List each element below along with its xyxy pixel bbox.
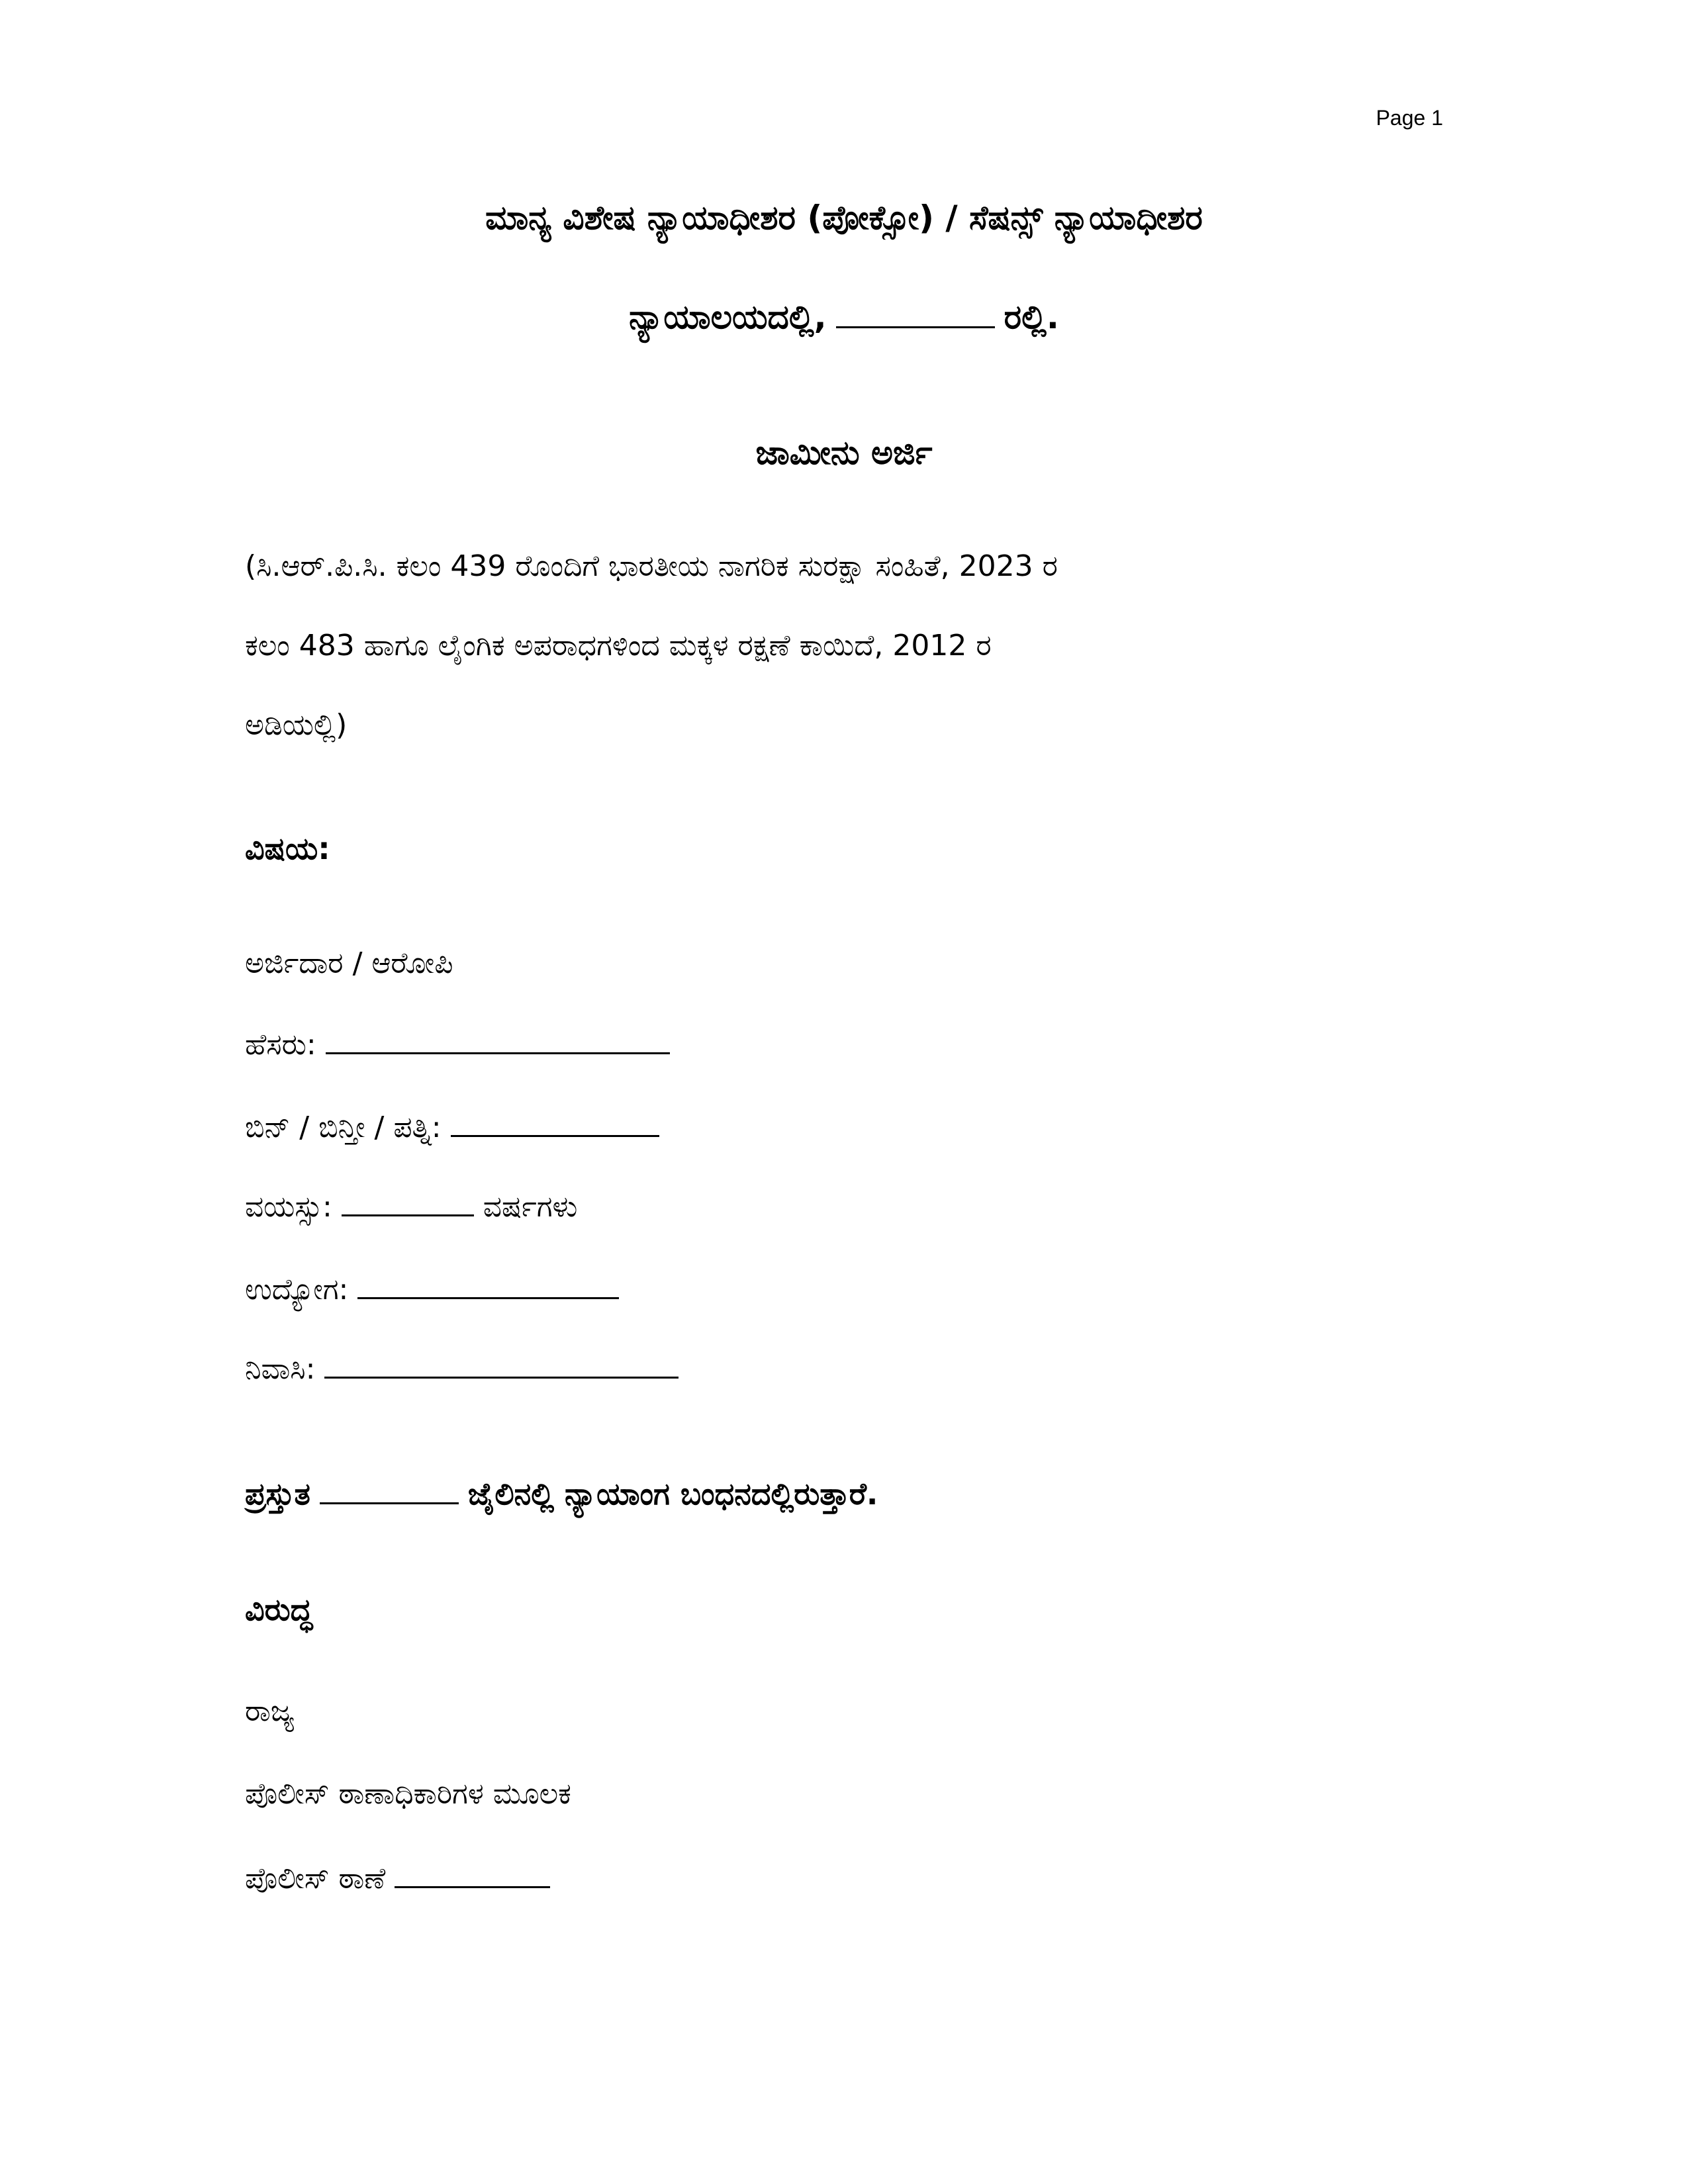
police-station-label: ಪೊಲೀಸ್ ಠಾಣೆ bbox=[245, 1862, 386, 1895]
page-number: Page 1 bbox=[1376, 106, 1443, 130]
respondent-state: ರಾಜ್ಯ bbox=[245, 1694, 295, 1728]
applicant-name-row bbox=[245, 1026, 679, 1062]
residence-blank[interactable] bbox=[324, 1350, 679, 1379]
legal-basis-line-1: (ಸಿ.ಆರ್.ಪಿ.ಸಿ. ಕಲಂ 439 ರೊಂದಿಗೆ ಭಾರತೀಯ ನಾಗರಿಕ ಸುರಕ್ಷಾ ಸಂಹಿತೆ, 2023 ರ bbox=[245, 549, 1058, 583]
court-heading-suffix: ರಲ್ಲಿ. bbox=[1004, 298, 1059, 336]
police-station-blank[interactable] bbox=[395, 1860, 550, 1888]
applicant-role: ಅರ್ಜಿದಾರ / ಆರೋಪಿ bbox=[245, 946, 453, 980]
legal-basis-line-2: ಕಲಂ 483 ಹಾಗೂ ಲೈಂಗಿಕ ಅಪರಾಧಗಳಿಂದ ಮಕ್ಕಳ ರಕ್ಷಣೆ ಕಾಯಿದೆ, 2012 ರ bbox=[245, 629, 992, 662]
name-label: ಹೆಸರು: bbox=[245, 1028, 316, 1062]
applicant-occupation-row bbox=[245, 1271, 628, 1306]
applicant-residence-row bbox=[245, 1350, 688, 1386]
relation-blank[interactable] bbox=[451, 1109, 659, 1137]
subject-label: ವಿಷಯ: bbox=[245, 831, 330, 866]
custody-statement bbox=[245, 1476, 878, 1513]
court-heading-line-1: ಮಾನ್ಯ ವಿಶೇಷ ನ್ಯಾಯಾಧೀಶರ (ಪೋಕ್ಸೋ) / ಸೆಷನ್ಸ್ ನ್ಯಾಯಾಧೀಶರ bbox=[485, 199, 1203, 237]
custody-suffix: ಜೈಲಿನಲ್ಲಿ ನ್ಯಾಯಾಂಗ ಬಂಧನದಲ್ಲಿರುತ್ತಾರೆ. bbox=[467, 1476, 878, 1512]
document-title: ಜಾಮೀನು ಅರ್ಜಿ bbox=[755, 433, 933, 472]
applicant-age-row bbox=[245, 1188, 577, 1224]
residence-label: ನಿವಾಸಿ: bbox=[245, 1352, 316, 1386]
age-blank[interactable] bbox=[342, 1188, 474, 1216]
name-blank[interactable] bbox=[326, 1026, 670, 1054]
relation-label: ಬಿನ್ / ಬಿನ್ತೀ / ಪತ್ನಿ: bbox=[245, 1111, 442, 1144]
versus-label: ವಿರುದ್ಧ bbox=[245, 1592, 313, 1627]
occupation-label: ಉದ್ಯೋಗ: bbox=[245, 1273, 349, 1306]
court-place-blank[interactable] bbox=[836, 300, 995, 328]
age-label: ವಯಸ್ಸು: bbox=[245, 1190, 332, 1224]
court-heading-line-2 bbox=[0, 298, 1688, 337]
court-heading-prefix: ನ್ಯಾಯಾಲಯದಲ್ಲಿ, bbox=[629, 298, 827, 336]
custody-prefix: ಪ್ರಸ್ತುತ bbox=[245, 1476, 310, 1512]
police-station-row bbox=[245, 1860, 559, 1895]
jail-name-blank[interactable] bbox=[320, 1476, 459, 1504]
respondent-through: ಪೊಲೀಸ್ ಠಾಣಾಧಿಕಾರಿಗಳ ಮೂಲಕ bbox=[245, 1777, 571, 1811]
age-unit: ವರ್ಷಗಳು bbox=[483, 1190, 578, 1224]
occupation-blank[interactable] bbox=[357, 1271, 619, 1299]
legal-basis-line-3: ಅಡಿಯಲ್ಲಿ) bbox=[245, 708, 348, 742]
applicant-relation-row bbox=[245, 1109, 669, 1144]
